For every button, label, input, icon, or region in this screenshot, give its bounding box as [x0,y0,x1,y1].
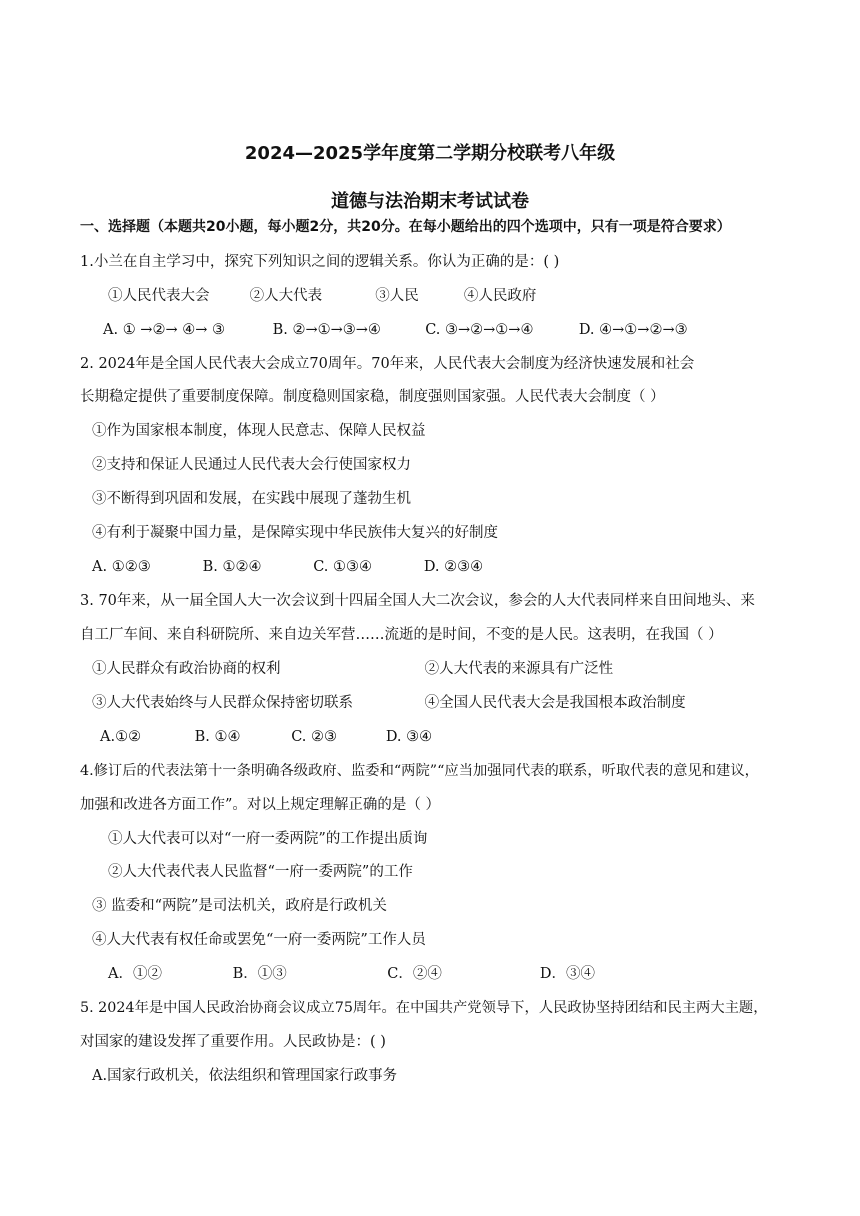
list-item: ④人大代表有权任命或罢免“一府一委两院”工作人员 [92,932,426,948]
option-c: C．②④ [387,966,442,982]
question-2-stem-line1: 2. 2024年是全国人民代表大会成立70周年。70年来，人民代表大会制度为经济快速发展和社会 [80,356,695,372]
option-b: B. ①②④ [202,559,262,575]
question-5-stem-line2: 对国家的建设发挥了重要作用。人民政协是：( ) [80,1034,386,1050]
list-item: ③不断得到巩固和发展，在实践中展现了蓬勃生机 [92,491,411,507]
option-a: A.国家行政机关，依法组织和管理国家行政事务 [92,1068,398,1084]
question-1-options [103,320,688,340]
list-item: ②人大代表代表人民监督“一府一委两院”的工作 [108,864,413,880]
option-b: B．①③ [232,966,287,982]
question-1-stem: 1.小兰在自主学习中，探究下列知识之间的逻辑关系。你认为正确的是：( ) [80,254,560,270]
list-item: ④人民政府 [463,288,537,304]
section-instruction: 一、选择题（本题共20小题，每小题2分，共20分。在每小题给出的四个选项中，只有一项是符合要求） [80,219,731,235]
option-b: B. ①④ [194,729,241,745]
option-d: D. ②③④ [423,559,484,575]
option-a: A．①② [108,966,162,982]
list-item: ④全国人民代表大会是我国根本政治制度 [424,695,686,711]
question-3-stem-line2: 自工厂车间、来自科研院所、来自边关军营……流逝的是时间，不变的是人民。这表明，在我国（ ） [80,627,723,643]
list-item: ③人民 [375,288,419,304]
list-item: ②人大代表的来源具有广泛性 [424,661,614,677]
option-a: A. ① →②→ ④→ ③ [103,322,225,338]
option-d: D. ④→①→②→③ [578,322,688,338]
question-3-items-row2 [92,693,686,713]
list-item: ②人大代表 [249,288,323,304]
option-b: B. ②→①→③→④ [272,322,381,338]
option-a: A.①② [100,729,142,745]
question-2-options [92,557,483,577]
list-item: ④有利于凝聚中国力量，是保障实现中华民族伟大复兴的好制度 [92,525,498,541]
list-item: ①人民群众有政治协商的权利 [92,661,281,677]
exam-title: 2024—2025学年度第二学期分校联考八年级 [244,143,616,164]
list-item: ③ 监委和“两院”是司法机关，政府是行政机关 [92,898,387,914]
question-5-stem-line1: 5. 2024年是中国人民政治协商会议成立75周年。在中国共产党领导下，人民政协坚持团结和民主两大主题， [80,1000,768,1016]
list-item: ①人民代表大会 [108,288,210,304]
question-3-stem-line1: 3. 70年来，从一届全国人大一次会议到十四届全国人大二次会议，参会的人大代表同样来自田间地头、来 [80,593,755,609]
question-4-stem-line2: 加强和改进各方面工作”。对以上规定理解正确的是（ ） [80,797,441,813]
option-d: D. ③④ [385,729,433,745]
option-d: D．③④ [539,966,595,982]
list-item: ②支持和保证人民通过人民代表大会行使国家权力 [92,457,411,473]
list-item: ①作为国家根本制度，体现人民意志、保障人民权益 [92,423,426,439]
question-4-stem-line1: 4.修订后的代表法第十一条明确各级政府、监委和“两院”“应当加强同代表的联系，听取代表的意见和建议， [80,763,759,779]
list-item: ③人大代表始终与人民群众保持密切联系 [92,695,353,711]
list-item: ①人大代表可以对“一府一委两院”的工作提出质询 [108,831,428,847]
exam-subtitle: 道德与法治期末考试试卷 [331,191,529,212]
option-a: A. ①②③ [92,559,151,575]
question-3-options [100,727,432,747]
question-3-items-row1 [92,659,613,679]
question-4-options [108,964,595,984]
option-c: C. ②③ [291,729,338,745]
option-c: C. ①③④ [313,559,373,575]
option-c: C. ③→②→①→④ [425,322,534,338]
question-2-stem-line2: 长期稳定提供了重要制度保障。制度稳则国家稳，制度强则国家强。人民代表大会制度（ ） [80,389,665,405]
question-1-items [108,286,536,306]
